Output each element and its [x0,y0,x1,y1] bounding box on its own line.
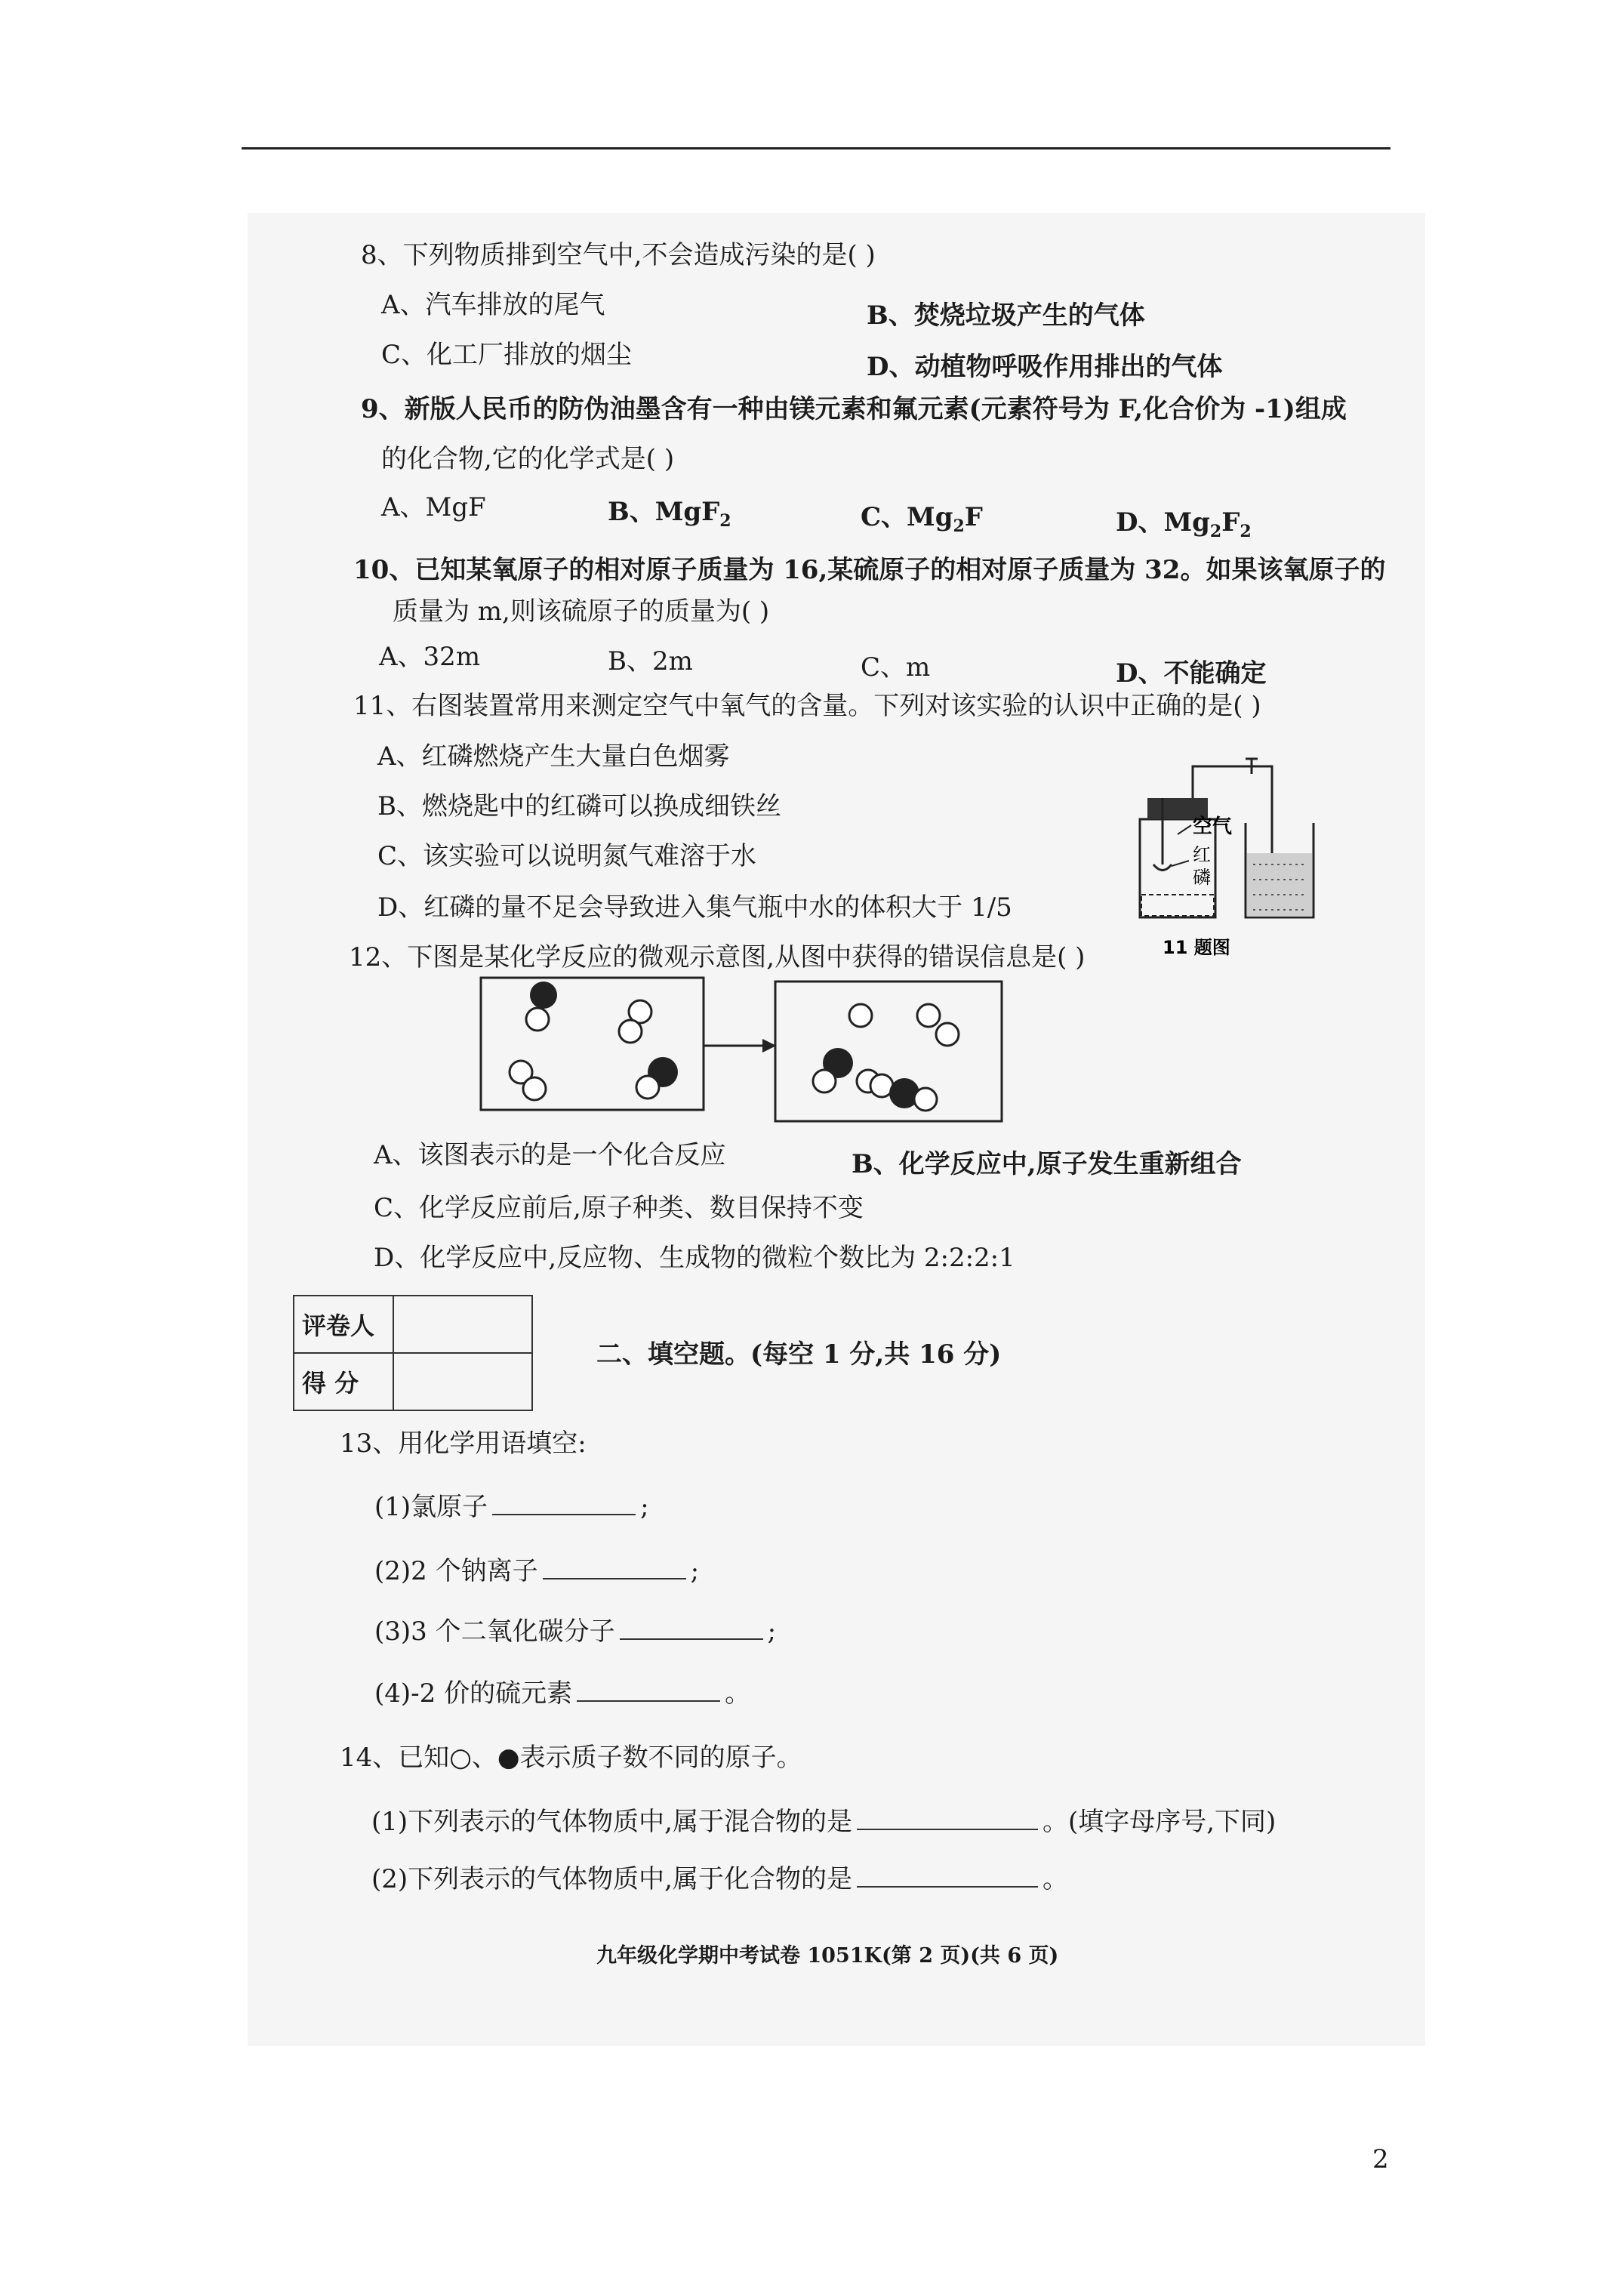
q8-option-c: C、化工厂排放的烟尘 [381,340,633,370]
q13-part-4: (4)-2 价的硫元素 。 [374,1678,751,1709]
q10-stem-line2: 质量为 m,则该硫原子的质量为( ) [393,596,770,627]
q11-apparatus-figure [1117,751,1336,963]
q12-option-a: A、该图表示的是一个化合反应 [374,1140,726,1170]
q11-option-d: D、红磷的量不足会导致进入集气瓶中水的体积大于 1/5 [377,892,1012,923]
q12-option-d: D、化学反应中,反应物、生成物的微粒个数比为 2:2:2:1 [374,1243,1015,1273]
q11-stem: 11、右图装置常用来测定空气中氧气的含量。下列对该实验的认识中正确的是( ) [353,691,1261,721]
q9-option-c: C、$Mg_2F$ [861,502,983,536]
q8-option-d: D、动植物呼吸作用排出的气体 [867,352,1223,382]
q8-stem: 8、下列物质排到空气中,不会造成污染的是( ) [361,240,876,270]
label-phosphorus: 磷 [1193,867,1211,888]
section-2-title: 二、填空题。(每空 1 分,共 16 分) [596,1339,1002,1370]
q8-option-b: B、焚烧垃圾产生的气体 [867,300,1145,331]
score-label: 得 分 [294,1353,393,1410]
q10-option-c: C、m [861,652,931,683]
atom-white [619,1020,642,1043]
products-box [775,982,1002,1121]
grader-field[interactable] [393,1296,532,1353]
q13-part-3: (3)3 个二氧化碳分子 ; [374,1616,777,1647]
answer-blank[interactable] [543,1555,686,1579]
grader-table [293,1295,533,1411]
q9-option-b: B、MgF$_2$ [608,497,731,531]
atom-white [936,1023,959,1046]
label-air: 空气 [1193,815,1233,838]
q14-part-2: (2)下列表示的气体物质中,属于化合物的是 。 [371,1864,1068,1894]
page-number: 2 [1372,2144,1389,2174]
atom-white [917,1004,940,1027]
atom-black [530,982,557,1009]
reactants-box [481,978,704,1110]
q11-option-b: B、燃烧匙中的红磷可以换成细铁丝 [377,791,781,821]
header-rule [242,147,1390,149]
q9-stem-line1: 9、新版人民币的防伪油墨含有一种由镁元素和氟元素(元素符号为 F,化合价为 -1)组成 [361,394,1347,424]
q12-reaction-diagram [476,974,1019,1133]
q13-part-1: (1)氯原子 ; [374,1492,649,1522]
atom-white [526,1008,549,1031]
q14-part-1: (1)下列表示的气体物质中,属于混合物的是 。(填字母序号,下同) [371,1807,1277,1837]
atom-white [813,1070,836,1093]
score-field[interactable] [393,1353,532,1410]
q12-option-c: C、化学反应前后,原子种类、数目保持不变 [374,1193,864,1223]
answer-blank[interactable] [857,1863,1038,1888]
q13-stem: 13、用化学用语填空: [340,1428,587,1459]
answer-blank[interactable] [577,1678,720,1702]
grader-label: 评卷人 [294,1296,393,1353]
exam-footer: 九年级化学期中考试卷 1051K(第 2 页)(共 6 页) [596,1944,1059,1968]
atom-white [914,1088,937,1111]
q10-option-b: B、2m [608,646,693,676]
atom-white [849,1004,872,1027]
q12-option-b: B、化学反应中,原子发生重新组合 [852,1149,1242,1179]
atom-white [523,1077,546,1100]
q8-option-a: A、汽车排放的尾气 [381,290,605,320]
q9-option-d: D、$Mg_2F_2$ [1116,507,1252,541]
q11-option-c: C、该实验可以说明氮气难溶于水 [377,841,757,871]
label-red: 红 [1193,844,1211,865]
q10-stem-line1: 10、已知某氧原子的相对原子质量为 16,某硫原子的相对原子质量为 32。如果该氧原子的 [353,555,1386,585]
q11-option-a: A、红磷燃烧产生大量白色烟雾 [377,741,730,772]
figure-caption: 11 题图 [1163,937,1230,958]
q13-part-2: (2)2 个钠离子 ; [374,1556,700,1586]
q9-stem-line2: 的化合物,它的化学式是( ) [381,444,675,474]
q10-option-d: D、不能确定 [1116,658,1267,689]
answer-blank[interactable] [857,1806,1038,1830]
q14-stem: 14、已知○、●表示质子数不同的原子。 [340,1743,802,1773]
atom-white [636,1076,659,1099]
q9-option-a: A、MgF [381,492,486,522]
answer-blank[interactable] [492,1491,636,1515]
q12-stem: 12、下图是某化学反应的微观示意图,从图中获得的错误信息是( ) [349,942,1086,972]
q10-option-a: A、32m [379,642,481,672]
answer-blank[interactable] [620,1616,763,1640]
